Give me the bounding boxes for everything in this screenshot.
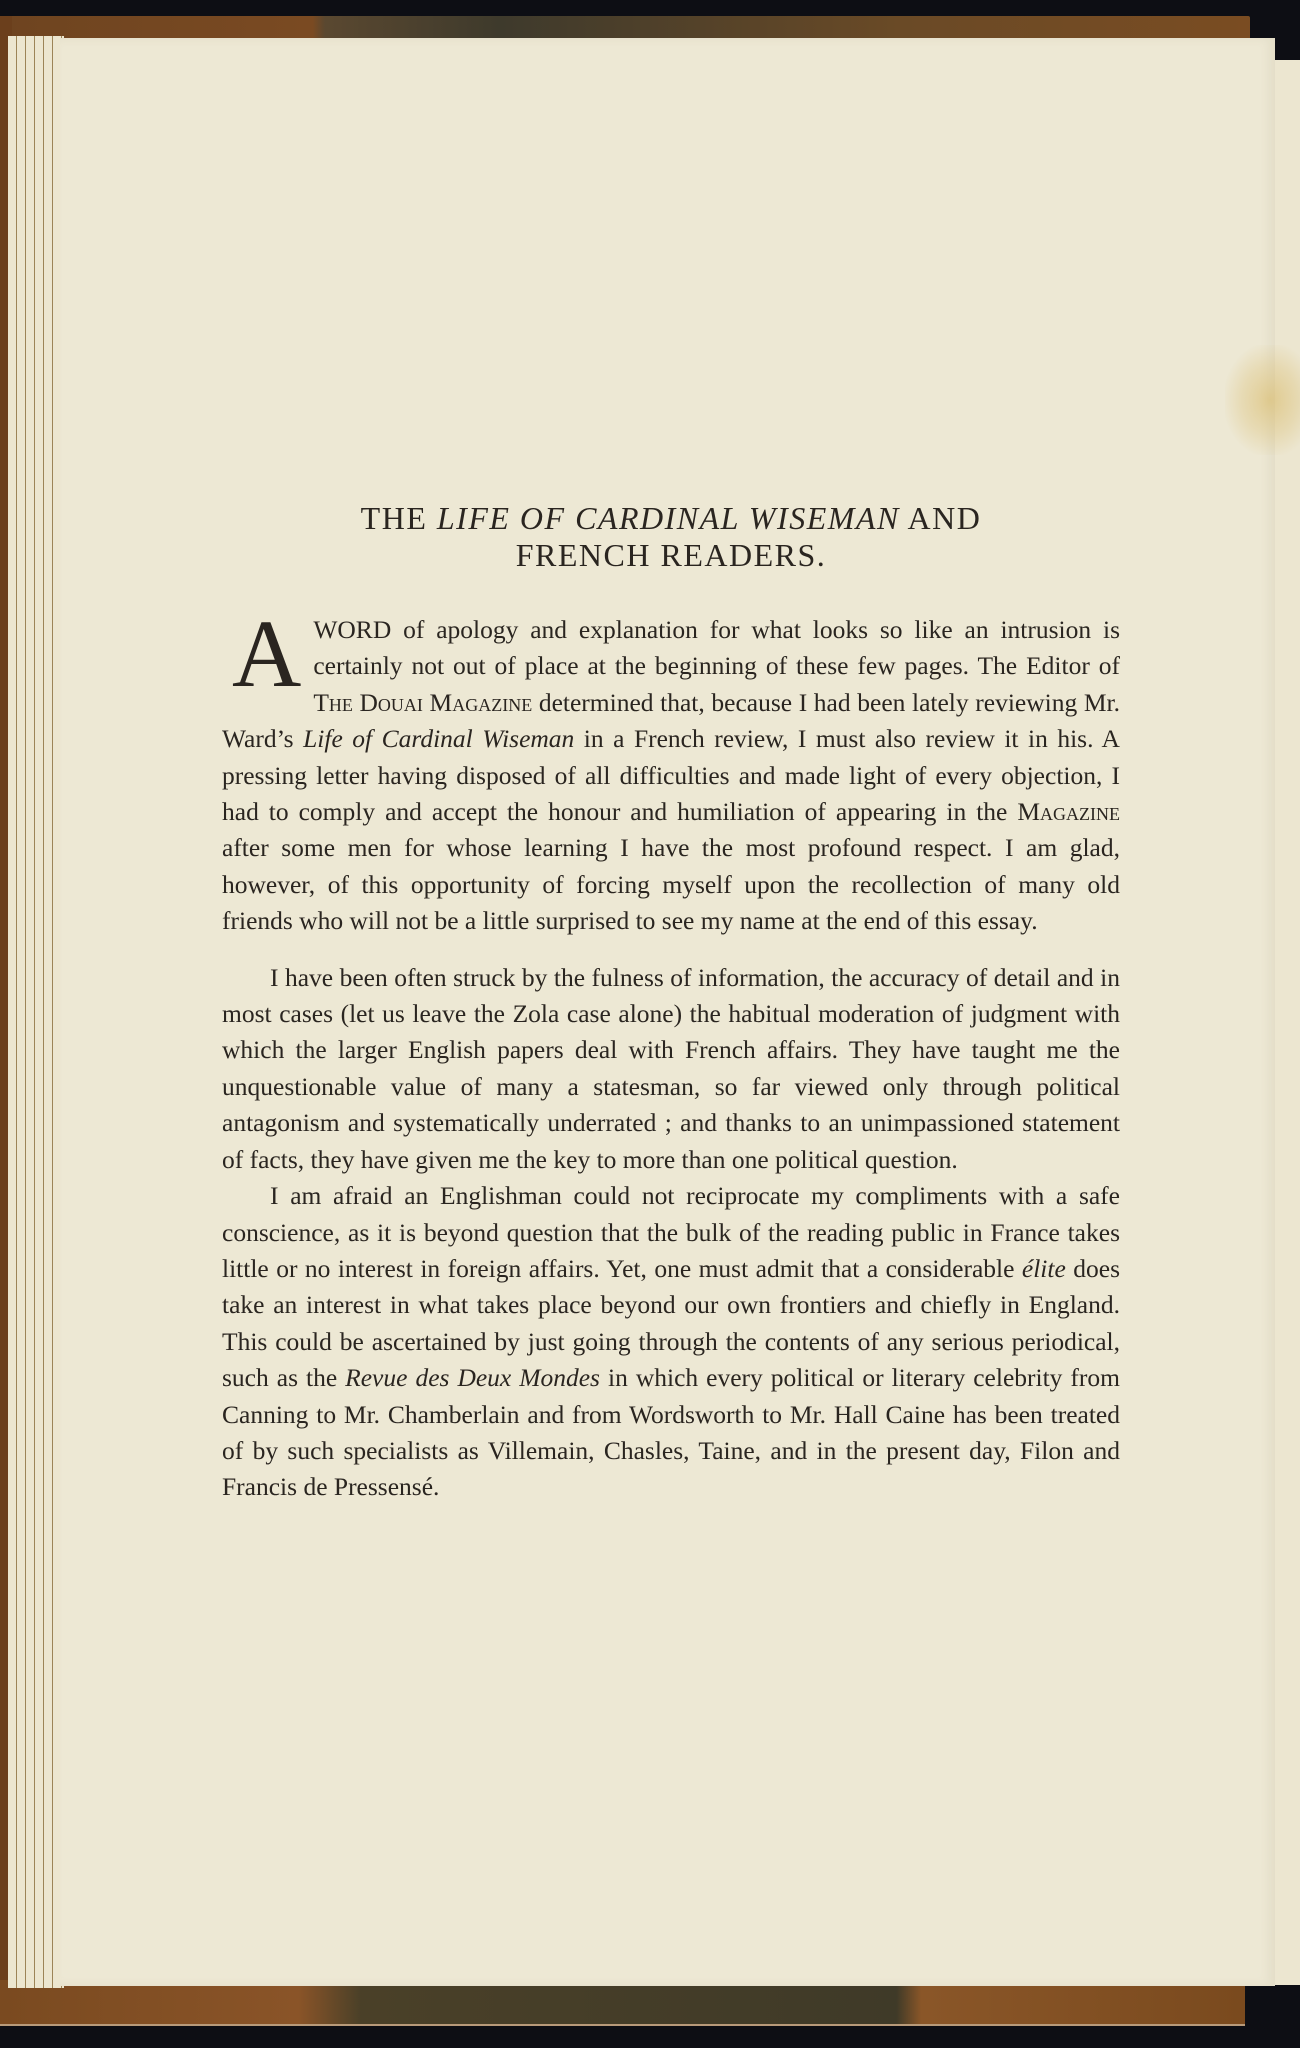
text-run: I am afraid an Englishman could not reciprocate my compliments with a safe conscience, as it is beyond question that the bulk of the reading public in France takes little or no interest in foreign affairs. Yet, one must admit that a considerable bbox=[222, 1181, 1120, 1283]
title-italic: LIFE OF CARDINAL WISEMAN bbox=[436, 500, 900, 536]
title-prefix: THE bbox=[360, 500, 437, 536]
text-run: I have been often struck by the fulness of information, the accuracy of detail and in most cases (let us leave the Zola case alone) the habitual moderation of judgment with which the larger English papers deal with French affairs. They have taught me the unquestionable value of many a statesman, so far viewed only through political antagonism and systematically underrated ; and thanks to an unimpassioned statement of facts, they have given me the key to more than one political question. bbox=[222, 962, 1120, 1174]
title-line-2: FRENCH READERS. bbox=[515, 537, 827, 573]
periodical-title-italic: Revue des Deux Mondes bbox=[345, 1363, 600, 1393]
italic-term: élite bbox=[1021, 1253, 1066, 1283]
text-run: determined that, because I had been lately reviewing Mr. Ward’s bbox=[222, 687, 1120, 754]
text-run: of apology and explanation for what looks so like an intrusion is certainly not out of place at the beginning of these few pages. The Editor of bbox=[313, 615, 1120, 681]
paragraph-2 bbox=[222, 960, 1120, 1178]
drop-cap: A bbox=[232, 600, 302, 707]
paragraph-3 bbox=[222, 1178, 1120, 1506]
paragraph-1 bbox=[222, 600, 1120, 940]
book-title-italic: Life of Cardinal Wiseman bbox=[303, 724, 575, 754]
text-run: WORD bbox=[313, 615, 392, 644]
text-run: does take an interest in what takes place beyond our own frontiers and chiefly in England. This could be ascertained by just going through the contents of any serious periodical, such as the bbox=[222, 1253, 1120, 1393]
title-suffix: AND bbox=[899, 500, 982, 536]
magazine-ref: Magazine bbox=[1017, 797, 1120, 827]
article-content bbox=[222, 500, 1120, 1506]
book-cover-bottom-edge bbox=[0, 1980, 1245, 2026]
magazine-name: The Douai Magazine bbox=[313, 687, 533, 717]
page-stack-edges bbox=[8, 36, 64, 1988]
article-title bbox=[222, 500, 1120, 574]
text-run: after some men for whose learning I have the most profound respect. I am glad, however, of this opportunity of forcing myself upon the recollection of many old friends who will not be a little surprised to see my name at the end of this essay. bbox=[222, 833, 1120, 936]
text-run: in which every political or literary celebrity from Canning to Mr. Chamberlain and from Wordsworth to Mr. Hall Caine has been treated of by such specialists as Villemain, Chasles, Taine, and in the present day, Filon and Francis de Pressensé. bbox=[222, 1363, 1120, 1502]
text-run: in a French review, I must also review it in his. A pressing letter having disposed of all difficulties and made light of every objection, I had to comply and accept the honour and humiliation of appearing in the bbox=[222, 724, 1120, 827]
foxing-stain bbox=[1225, 345, 1300, 455]
